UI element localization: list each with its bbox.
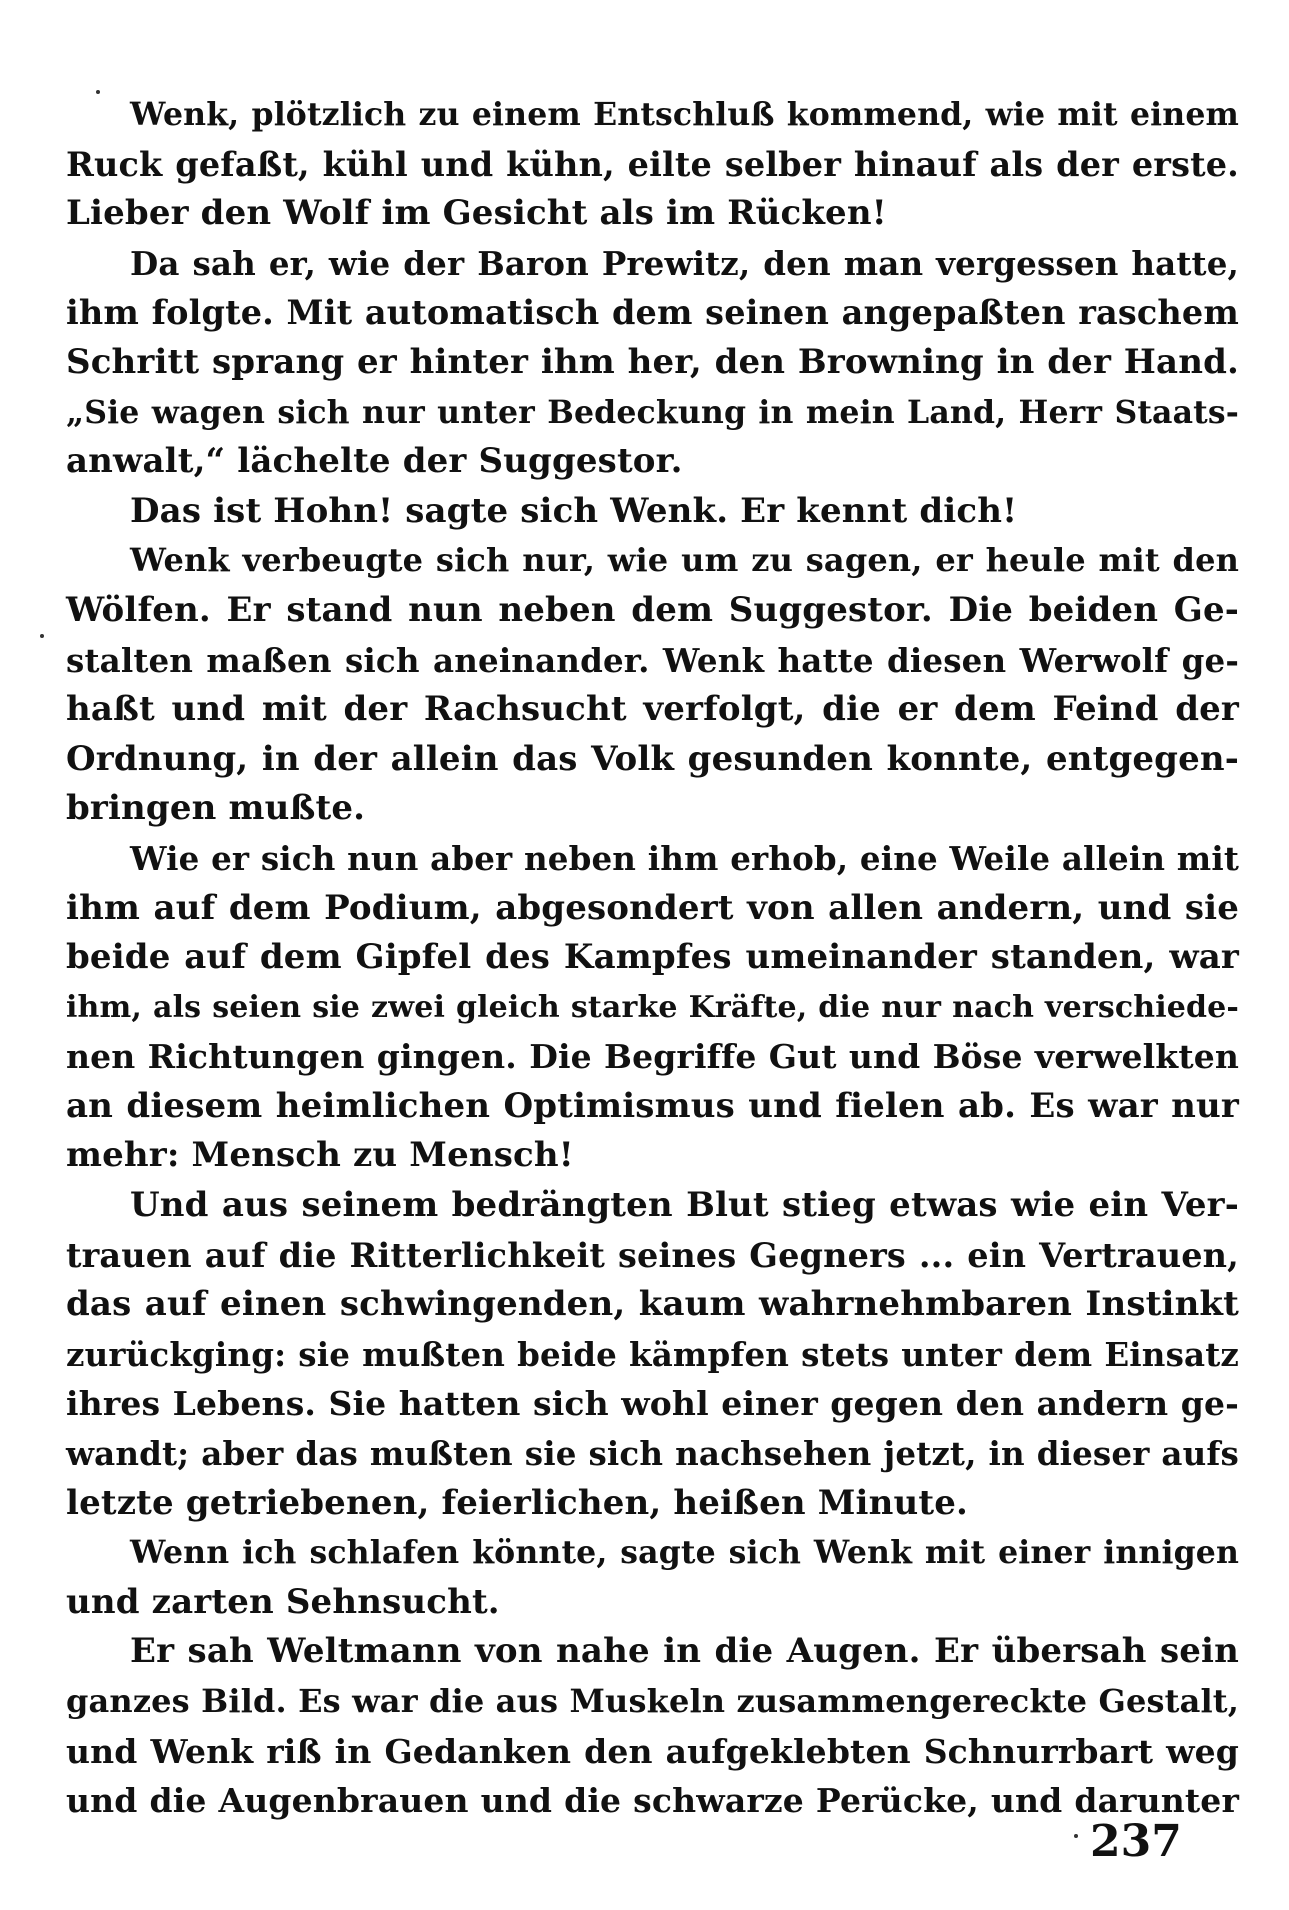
text-line: beide auf dem Gipfel des Kampfes umeinander standen, war [66, 937, 1239, 978]
print-speck [96, 90, 100, 94]
text-line: ihm auf dem Podium, abgesondert von allen andern, und sie [66, 887, 1239, 928]
body-text [66, 90, 1239, 1826]
text-line: haßt und mit der Rachsucht verfolgt, die er dem Feind der [66, 689, 1239, 730]
text-line: „Sie wagen sich nur unter Bedeckung in mein Land, Herr Staats- [66, 393, 1239, 431]
text-line: an diesem heimlichen Optimismus und fielen ab. Es war nur [66, 1085, 1239, 1126]
text-line: letzte getriebenen, feierlichen, heißen Minute. [66, 1482, 968, 1523]
text-line: und zarten Sehnsucht. [66, 1581, 500, 1622]
text-line: nen Richtungen gingen. Die Begriffe Gut und Böse verwelkten [66, 1037, 1239, 1077]
text-line: Ruck gefaßt, kühl und kühn, eilte selber hinauf als der erste. [66, 144, 1239, 184]
text-line: das auf einen schwingenden, kaum wahrnehmbaren Instinkt [66, 1284, 1239, 1325]
text-line: Ordnung, in der allein das Volk gesunden konnte, entgegen- [66, 738, 1239, 779]
text-line: und Wenk riß in Gedanken den aufgeklebten Schnurrbart weg [66, 1731, 1239, 1771]
text-line: trauen auf die Ritterlichkeit seines Gegners ... ein Vertrauen, [66, 1235, 1239, 1275]
text-line: und die Augenbrauen und die schwarze Perücke, und darunter [66, 1781, 1239, 1821]
text-line: Er sah Weltmann von nahe in die Augen. Er übersah sein [130, 1631, 1239, 1672]
text-line: Wenk verbeugte sich nur, wie um zu sagen, er heule mit den [130, 541, 1239, 580]
text-line: zurückging: sie mußten beide kämpfen stets unter dem Einsatz [66, 1334, 1239, 1374]
text-line: Schritt sprang er hinter ihm her, den Browning in der Hand. [66, 341, 1239, 382]
text-line: ihm, als seien sie zwei gleich starke Kräfte, die nur nach verschiede- [66, 989, 1239, 1025]
text-line: ihres Lebens. Sie hatten sich wohl einer gegen den andern ge- [66, 1384, 1239, 1424]
text-line: ganzes Bild. Es war die aus Muskeln zusammengereckte Gestalt, [66, 1682, 1239, 1720]
text-line: ihm folgte. Mit automatisch dem seinen angepaßten raschem [66, 293, 1239, 333]
text-line: Wenn ich schlafen könnte, sagte sich Wenk mit einer innigen [130, 1534, 1239, 1572]
text-line: wandt; aber das mußten sie sich nachsehen jetzt, in dieser aufs [66, 1434, 1239, 1474]
page-number: 237 [1090, 1816, 1182, 1867]
text-line: anwalt,“ lächelte der Suggestor. [66, 441, 683, 482]
text-line: Und aus seinem bedrängten Blut stieg etwas wie ein Ver- [130, 1185, 1239, 1226]
text-line: Wenk, plötzlich zu einem Entschluß kommend, wie mit einem [130, 96, 1239, 133]
text-line: Das ist Hohn! sagte sich Wenk. Er kennt dich! [130, 490, 1018, 531]
text-line: Lieber den Wolf im Gesicht als im Rücken! [66, 193, 887, 234]
print-speck [40, 634, 44, 638]
print-speck [1074, 1834, 1078, 1838]
text-line: Wie er sich nun aber neben ihm erhob, eine Weile allein mit [130, 838, 1239, 878]
text-line: stalten maßen sich aneinander. Wenk hatte diesen Werwolf ge- [66, 640, 1239, 680]
text-line: bringen mußte. [66, 788, 366, 829]
text-line: Da sah er, wie der Baron Prewitz, den man vergessen hatte, [130, 243, 1239, 283]
text-line: mehr: Mensch zu Mensch! [66, 1135, 574, 1176]
text-line: Wölfen. Er stand nun neben dem Suggestor. Die beiden Ge- [66, 589, 1239, 630]
